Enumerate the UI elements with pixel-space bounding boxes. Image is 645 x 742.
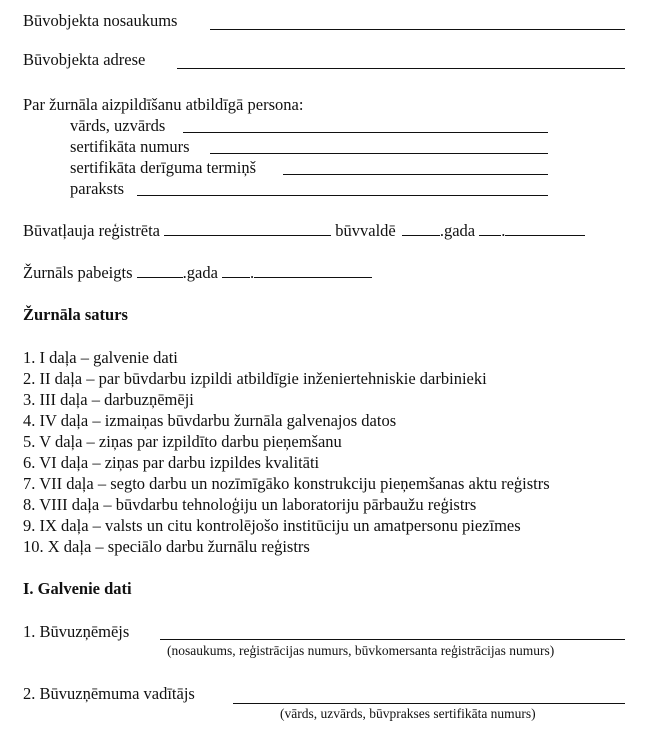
dot: . xyxy=(501,221,506,240)
cert-validity-label: sertifikāta derīguma termiņš xyxy=(70,158,257,177)
responsible-person-label: Par žurnāla aizpildīšanu atbildīgā persona: xyxy=(23,95,304,114)
contents-item: 10. X daļa – speciālo darbu žurnālu reģistrs xyxy=(23,537,310,556)
contents-item: 5. V daļa – ziņas par izpildīto darbu pieņemšanu xyxy=(23,432,342,451)
dot: . xyxy=(250,263,255,282)
permit-day-field[interactable] xyxy=(479,221,501,236)
signature-field[interactable] xyxy=(137,195,548,196)
object-name-label: Būvobjekta nosaukums xyxy=(23,11,178,30)
contents-item: 9. IX daļa – valsts un citu kontrolējošo institūciju un amatpersonu piezīmes xyxy=(23,516,521,535)
contents-title: Žurnāla saturs xyxy=(23,305,128,324)
object-name-field[interactable] xyxy=(210,29,625,30)
journal-finished-label: Žurnāls pabeigts xyxy=(23,263,133,282)
contents-item: 4. IV daļa – izmaiņas būvdarbu žurnāla galvenajos datos xyxy=(23,411,397,430)
permit-year-field[interactable] xyxy=(402,221,440,236)
manager-field[interactable] xyxy=(233,703,625,704)
manager-note: (vārds, uzvārds, būvprakses sertifikāta numurs) xyxy=(280,706,536,721)
contents-item: 7. VII daļa – segto darbu un nozīmīgāko konstrukciju pieņemšanas aktu reģistrs xyxy=(23,474,550,493)
cert-number-label: sertifikāta numurs xyxy=(70,137,190,156)
name-surname-label: vārds, uzvārds xyxy=(70,116,166,135)
finished-month-field[interactable] xyxy=(254,263,372,278)
permit-month-field[interactable] xyxy=(505,221,585,236)
contents-item: 3. III daļa – darbuzņēmēji xyxy=(23,390,194,409)
journal-finished-row xyxy=(23,263,372,282)
contents-item: 1. I daļa – galvenie dati xyxy=(23,348,178,367)
object-address-field[interactable] xyxy=(177,68,625,69)
building-board-label: būvvaldē xyxy=(335,221,396,240)
permit-row xyxy=(23,221,585,240)
signature-label: paraksts xyxy=(70,179,125,198)
contents-item: 6. VI daļa – ziņas par darbu izpildes kvalitāti xyxy=(23,453,320,472)
name-surname-field[interactable] xyxy=(183,132,548,133)
year-label: .gada xyxy=(439,221,476,240)
permit-registered-label: Būvatļauja reģistrēta xyxy=(23,221,160,240)
object-address-label: Būvobjekta adrese xyxy=(23,50,146,69)
finished-day-field[interactable] xyxy=(222,263,250,278)
contents-item: 2. II daļa – par būvdarbu izpildi atbildīgie inženiertehniskie darbinieki xyxy=(23,369,487,388)
contractor-label: 1. Būvuzņēmējs xyxy=(23,622,130,641)
contractor-note: (nosaukums, reģistrācijas numurs, būvkomersanta reģistrācijas numurs) xyxy=(167,643,555,658)
contractor-field[interactable] xyxy=(160,639,625,640)
cert-validity-field[interactable] xyxy=(283,174,548,175)
year-label: .gada xyxy=(182,263,218,282)
cert-number-field[interactable] xyxy=(210,153,548,154)
contents-item: 8. VIII daļa – būvdarbu tehnoloģiju un laboratoriju pārbaužu reģistrs xyxy=(23,495,477,514)
finished-year-field[interactable] xyxy=(137,263,183,278)
contents-list xyxy=(23,347,550,557)
section1-title: I. Galvenie dati xyxy=(23,579,132,598)
manager-label: 2. Būvuzņēmuma vadītājs xyxy=(23,684,195,703)
permit-registration-field[interactable] xyxy=(164,221,331,236)
